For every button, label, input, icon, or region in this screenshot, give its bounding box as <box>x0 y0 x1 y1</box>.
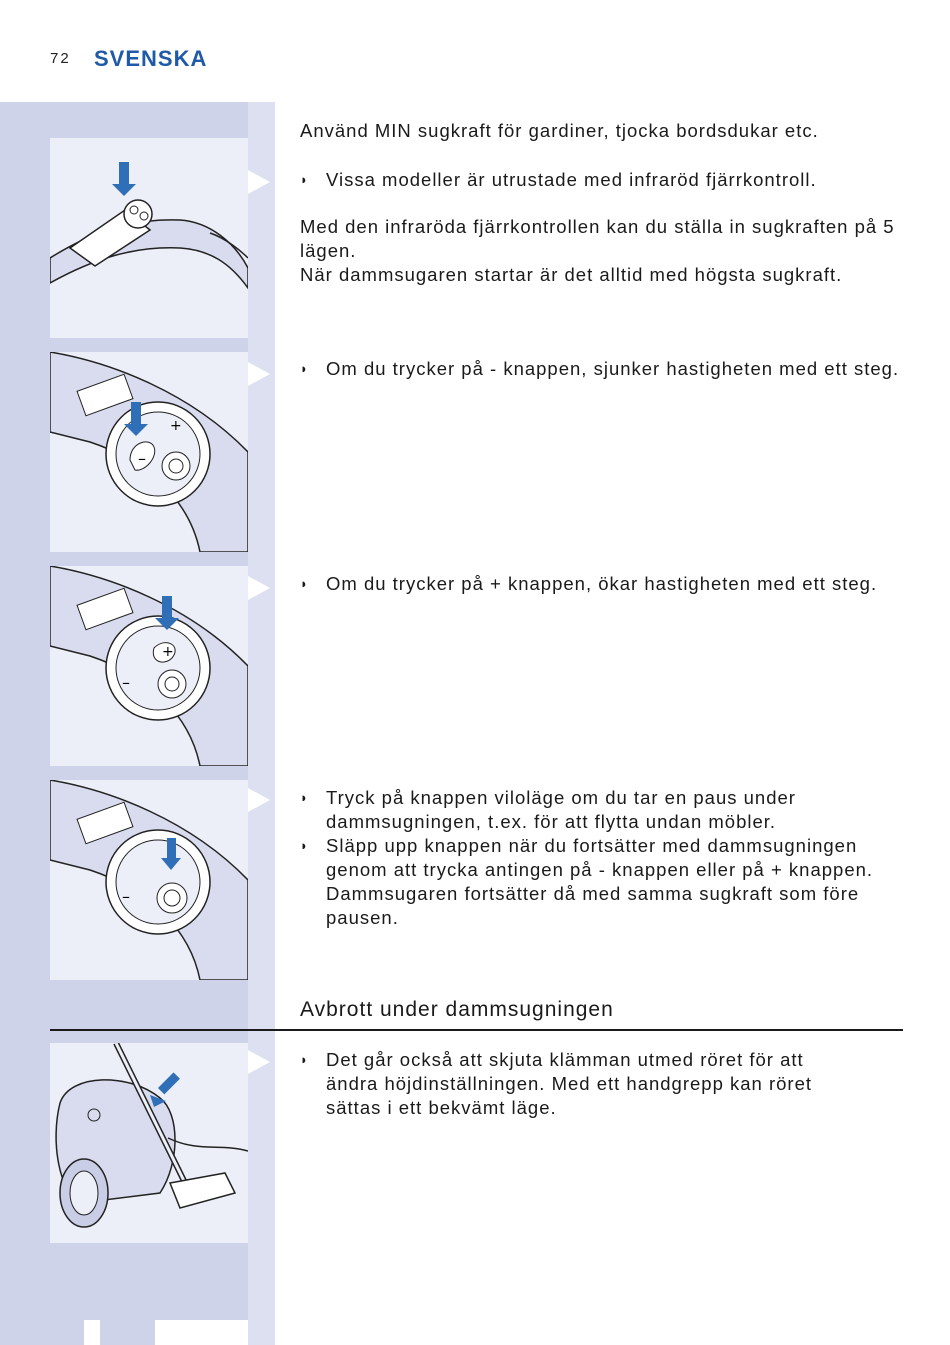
minus-block <box>300 357 910 381</box>
arrow-diagonal-icon <box>158 1072 180 1094</box>
pause-block <box>300 786 900 930</box>
arrow-down-icon <box>119 162 129 186</box>
minus-bullet: Om du trycker på - knappen, sjunker hastigheten med ett steg. <box>326 358 900 379</box>
intro-block <box>300 119 910 143</box>
bullet-icon: ◗ <box>300 172 309 187</box>
sidebar-edge <box>248 102 275 1345</box>
remote-pause-illustration <box>50 780 248 980</box>
plus-bullet: Om du trycker på + knappen, ökar hastigheten med ett steg. <box>326 573 878 594</box>
remote-plus-illustration <box>50 566 248 766</box>
footer-mark <box>84 1320 100 1345</box>
section-heading: Avbrott under dammsugningen <box>300 998 614 1021</box>
svg-text:–: – <box>122 673 130 692</box>
svg-text:+: + <box>162 644 174 660</box>
pointer-5 <box>248 1050 270 1074</box>
arrow-down-icon <box>131 402 141 426</box>
svg-text:–: – <box>122 887 130 906</box>
section-divider <box>50 1029 903 1031</box>
arrow-down-icon <box>162 596 172 620</box>
handle-remote-illustration <box>50 138 248 338</box>
svg-text:+: + <box>170 418 182 434</box>
bullet-icon: ◗ <box>300 361 309 376</box>
bullet-icon: ◗ <box>300 576 309 591</box>
pointer-2 <box>248 362 270 386</box>
bullet-icon: ◗ <box>300 790 309 805</box>
remote-block <box>300 168 910 192</box>
vacuum-tube-illustration <box>50 1043 248 1243</box>
section-bullet: Det går också att skjuta klämman utmed röret för att ändra höjdinställningen. Med ett handgrepp kan röret sättas i ett bekvämt läge. <box>326 1049 813 1118</box>
language-title: SVENSKA <box>94 46 208 71</box>
section-block <box>300 1048 860 1120</box>
pointer-1 <box>248 170 270 194</box>
pointer-4 <box>248 788 270 812</box>
remote-desc-1: Med den infraröda fjärrkontrollen kan du ställa in sugkraften på 5 lägen. <box>300 216 895 261</box>
intro-text: Använd MIN sugkraft för gardiner, tjocka bordsdukar etc. <box>300 120 819 141</box>
bullet-icon: ◗ <box>300 1052 309 1067</box>
arrow-down-icon <box>167 838 176 860</box>
remote-minus-illustration <box>50 352 248 552</box>
remote-desc-block <box>300 215 910 287</box>
remote-desc-2: När dammsugaren startar är det alltid med högsta sugkraft. <box>300 264 843 285</box>
svg-text:–: – <box>138 449 146 468</box>
pause-bullet-2: Släpp upp knappen när du fortsätter med dammsugningen genom att trycka antingen på - knappen eller på + knappen. Dammsugaren fortsätter då med samma sugkraft som före pausen. <box>326 835 874 928</box>
plus-block <box>300 572 910 596</box>
pause-bullet-1: Tryck på knappen viloläge om du tar en paus under dammsugningen, t.ex. för att flytta undan möbler. <box>326 787 796 832</box>
footer-mark <box>155 1320 248 1345</box>
page-number: 72 <box>50 50 71 67</box>
pointer-3 <box>248 576 270 600</box>
remote-bullet: Vissa modeller är utrustade med infraröd fjärrkontroll. <box>326 169 817 190</box>
bullet-icon: ◗ <box>300 838 309 853</box>
